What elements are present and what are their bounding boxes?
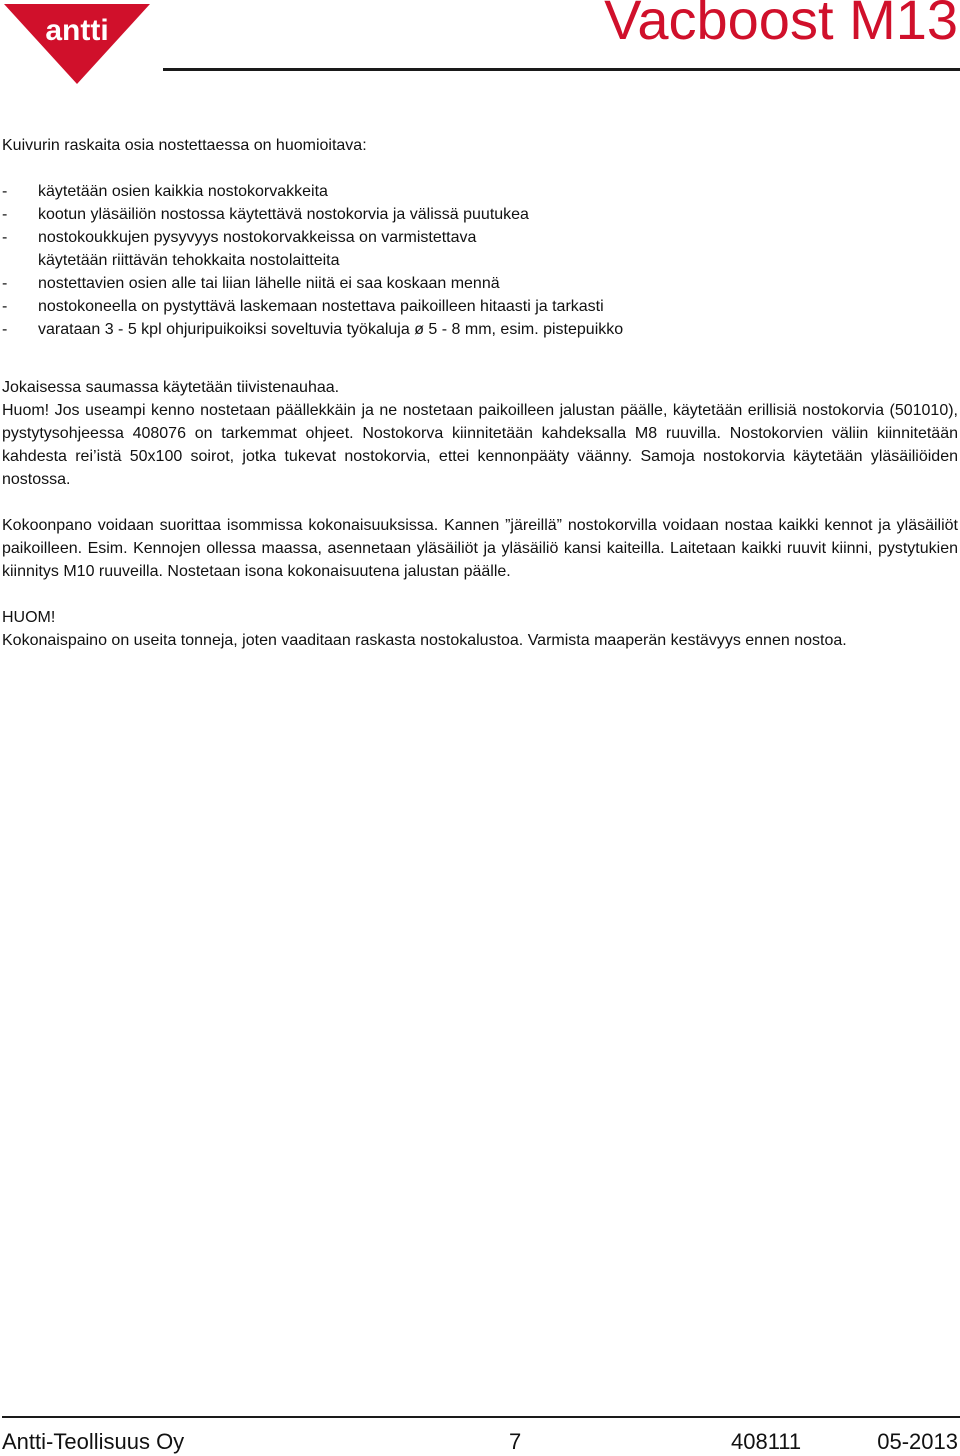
list-dash: - <box>2 275 8 292</box>
list-item <box>2 249 958 272</box>
list-item-text: nostokoneella on pystyttävä laskemaan nostettava paikoilleen hitaasti ja tarkasti <box>38 298 604 315</box>
list-dash: - <box>2 229 8 246</box>
list-dash: - <box>2 298 8 315</box>
list-item <box>2 226 958 249</box>
list-item <box>2 318 958 341</box>
spacer <box>2 341 958 376</box>
product-title: Vacboost M13 <box>604 0 958 51</box>
list-item <box>2 272 958 295</box>
huom-paragraph: Huom! Jos useampi kenno nostetaan päällekkäin ja ne nostetaan paikoilleen jalustan päälle, käytetään erillisiä nostokorvia (501010), pystytysohjeessa 408076 on tarkemmat ohjeet. Nostokorva kiinnitetään kahdeksalla M8 ruuvilla. Nostokorvien väliin kiinnitetään kahdesta rei’istä 50x100 soirot, jotka tukevat nostokorvia, ettei kennonpääty väänny. Samoja nostokorvia käytetään yläsäiliöiden nostossa. <box>2 402 958 488</box>
warning-heading: HUOM! <box>2 609 56 626</box>
footer-company: Antti-Teollisuus Oy <box>2 1429 185 1454</box>
logo-text: antti <box>45 14 109 47</box>
footer-divider <box>2 1416 960 1418</box>
list-item-text: varataan 3 - 5 kpl ohjuripuikoiksi soveltuvia työkaluja ø 5 - 8 mm, esim. pistepuikko <box>38 321 624 338</box>
list-dash: - <box>2 183 8 200</box>
list-item-text: nostettavien osien alle tai liian lähelle niitä ei saa koskaan mennä <box>38 275 500 292</box>
list-item-text: käytetään riittävän tehokkaita nostolaitteita <box>38 252 340 269</box>
antti-logo <box>4 4 150 84</box>
seal-note: Jokaisessa saumassa käytetään tiivistenauhaa. <box>2 379 340 396</box>
list-item <box>2 180 958 203</box>
intro-text: Kuivurin raskaita osia nostettaessa on huomioitava: <box>2 137 367 154</box>
list-item-text: nostokoukkujen pysyvyys nostokorvakkeissa on varmistettava <box>38 229 477 246</box>
footer-page-number: 7 <box>509 1429 522 1454</box>
list-item <box>2 203 958 226</box>
list-dash: - <box>2 206 8 223</box>
list-dash: - <box>2 321 8 338</box>
footer-document-number: 408111 <box>731 1429 802 1454</box>
warning-text: Kokonaispaino on useita tonneja, joten vaaditaan raskasta nostokalustoa. Varmista maaperän kestävyys ennen nostoa. <box>2 632 847 649</box>
assembly-paragraph: Kokoonpano voidaan suorittaa isommissa kokonaisuuksissa. Kannen ”järeillä” nostokorvilla voidaan nostaa kaikki kennot ja yläsäiliöt paikoilleen. Esim. Kennojen ollessa maassa, asennetaan yläsäiliöt ja yläsäiliö kansi kaiteilla. Laitetaan kaikki ruuvit kiinni, pystytukien kiinnitys M10 ruuveilla. Nostetaan isona kokonaisuutena jalustan päälle. <box>2 517 958 580</box>
header-divider <box>163 68 960 71</box>
list-item-text: käytetään osien kaikkia nostokorvakkeita <box>38 183 328 200</box>
lifting-checklist <box>2 180 958 341</box>
list-item-text: kootun yläsäiliön nostossa käytettävä nostokorvia ja välissä puutukea <box>38 206 529 223</box>
footer-date: 05-2013 <box>877 1429 958 1454</box>
document-body <box>2 134 958 652</box>
list-item <box>2 295 958 318</box>
